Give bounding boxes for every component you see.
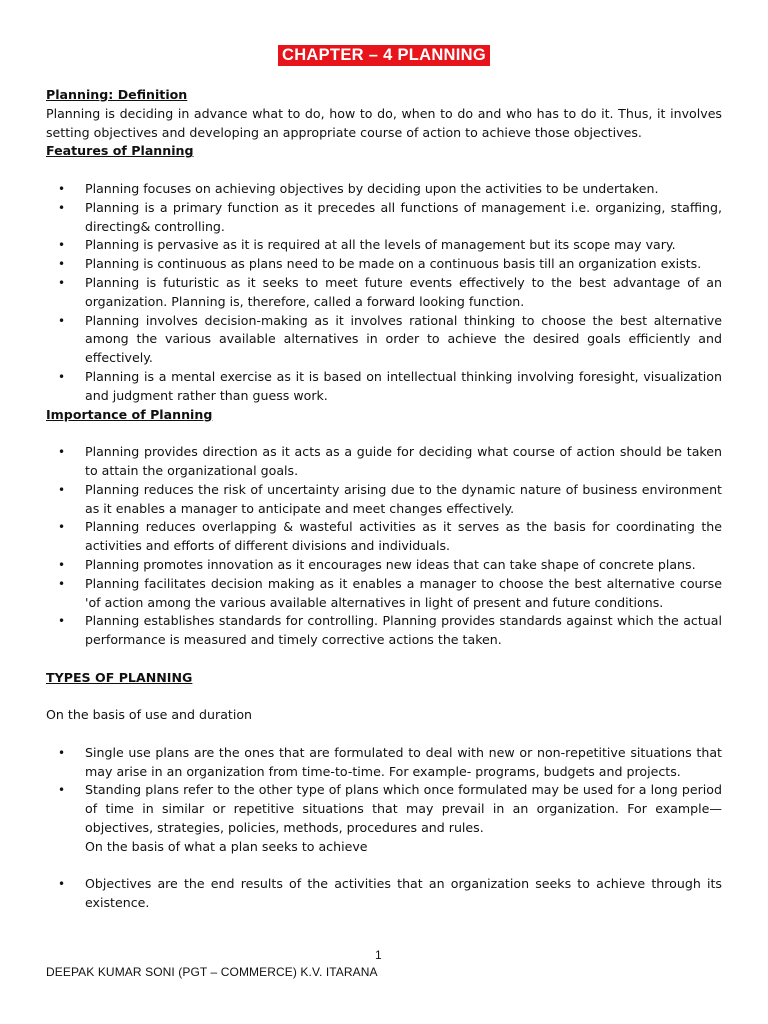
definition-heading: Planning: Definition: [46, 87, 188, 102]
spacer: [46, 688, 722, 707]
bullet-icon: •: [58, 877, 66, 892]
spacer: [46, 424, 722, 443]
bullet-icon: •: [58, 257, 66, 272]
list-item: • Planning facilitates decision making as it enables a manager to choose the best alternative course 'of action among the various available alternatives in light of present and future conditions.: [58, 575, 722, 610]
bullet-icon: •: [58, 482, 66, 497]
basis-seek-achieve: On the basis of what a plan seeks to achieve: [85, 838, 368, 854]
chapter-title: CHAPTER – 4 PLANNING: [278, 45, 490, 66]
list-item: • Planning reduces overlapping & wasteful activities as it serves as the basis for coordinating the activities and efforts of different divisions and individuals.: [58, 519, 722, 554]
bullet-icon: •: [58, 200, 66, 215]
title-wrap: [0, 45, 768, 66]
page-number: 1: [375, 948, 382, 962]
content: [46, 86, 722, 913]
basis-use-duration: On the basis of use and duration: [46, 707, 253, 723]
bullet-icon: •: [58, 181, 66, 196]
list-item: • Planning involves decision-making as it involves rational thinking to choose the best alternative among the various available alternatives in order to achieve the desired goals efficiently and effectively.: [58, 312, 722, 366]
bullet-icon: •: [58, 238, 66, 253]
list-item: • Planning is continuous as plans need to be made on a continuous basis till an organization exists.: [46, 255, 722, 274]
bullet-icon: •: [58, 520, 66, 535]
bullet-icon: •: [58, 745, 66, 760]
list-item: • Planning provides direction as it acts as a guide for deciding what course of action should be taken to attain the organizational goals.: [58, 444, 722, 478]
list-item: • Planning is pervasive as it is required at all the levels of management but its scope may vary.: [46, 236, 722, 255]
list-item: • Single use plans are the ones that are formulated to deal with new or non-repetitive situations that may arise in an organization from time-to-time. For example- programs, budgets and projects.: [58, 744, 722, 779]
importance-heading: Importance of Planning: [46, 406, 213, 422]
list-item: • Planning promotes innovation as it encourages new ideas that can take shape of concrete plans.: [46, 556, 722, 575]
bullet-icon: •: [58, 275, 66, 290]
list-item: • Standing plans refer to the other type of plans which once formulated may be used for a long period of time in similar or repetitive situations that may prevail in an organization. For example— objectives, strategies, policies, methods, procedures and rules.: [58, 782, 722, 836]
list-item: • Planning is a primary function as it precedes all functions of management i.e. organizing, staffing, directing& controlling.: [58, 199, 722, 234]
spacer: [46, 857, 722, 876]
spacer: [46, 161, 722, 180]
list-item: • Objectives are the end results of the activities that an organization seeks to achieve through its existence.: [58, 876, 722, 911]
list-item: • Planning is a mental exercise as it is based on intellectual thinking involving foresight, visualization and judgment rather than guess work.: [58, 368, 722, 403]
bullet-icon: •: [58, 445, 66, 460]
list-item: • Planning reduces the risk of uncertainty arising due to the dynamic nature of business environment as it enables a manager to anticipate and meet changes effectively.: [58, 481, 722, 516]
features-list: [46, 180, 722, 406]
bullet-icon: •: [58, 783, 66, 798]
bullet-icon: •: [58, 313, 66, 328]
list-item: • Planning focuses on achieving objectives by deciding upon the activities to be undertaken.: [46, 180, 722, 199]
list-item: • Planning establishes standards for controlling. Planning provides standards against which the actual performance is measured and timely corrective actions the taken.: [58, 613, 722, 648]
bullet-icon: •: [58, 369, 66, 384]
features-heading: Features of Planning: [46, 143, 194, 159]
use-duration-list: [46, 744, 722, 838]
importance-list: [46, 443, 722, 650]
footer-author: DEEPAK KUMAR SONI (PGT – COMMERCE) K.V. ITARANA: [46, 965, 378, 979]
spacer: [46, 725, 722, 744]
spacer: [46, 650, 722, 669]
seek-achieve-list: [46, 875, 722, 913]
bullet-icon: •: [58, 614, 66, 629]
list-item: • Planning is futuristic as it seeks to meet future events effectively to the best advantage of an organization. Planning is, therefore, called a forward looking function.: [58, 274, 722, 309]
bullet-icon: •: [58, 557, 66, 572]
bullet-icon: •: [58, 576, 66, 591]
types-heading: TYPES OF PLANNING: [46, 669, 193, 685]
definition-text: Planning is deciding in advance what to do, how to do, when to do and who has to do it. Thus, it involves setting objectives and developing an appropriate course of action to achieve those objectives.: [46, 105, 722, 140]
